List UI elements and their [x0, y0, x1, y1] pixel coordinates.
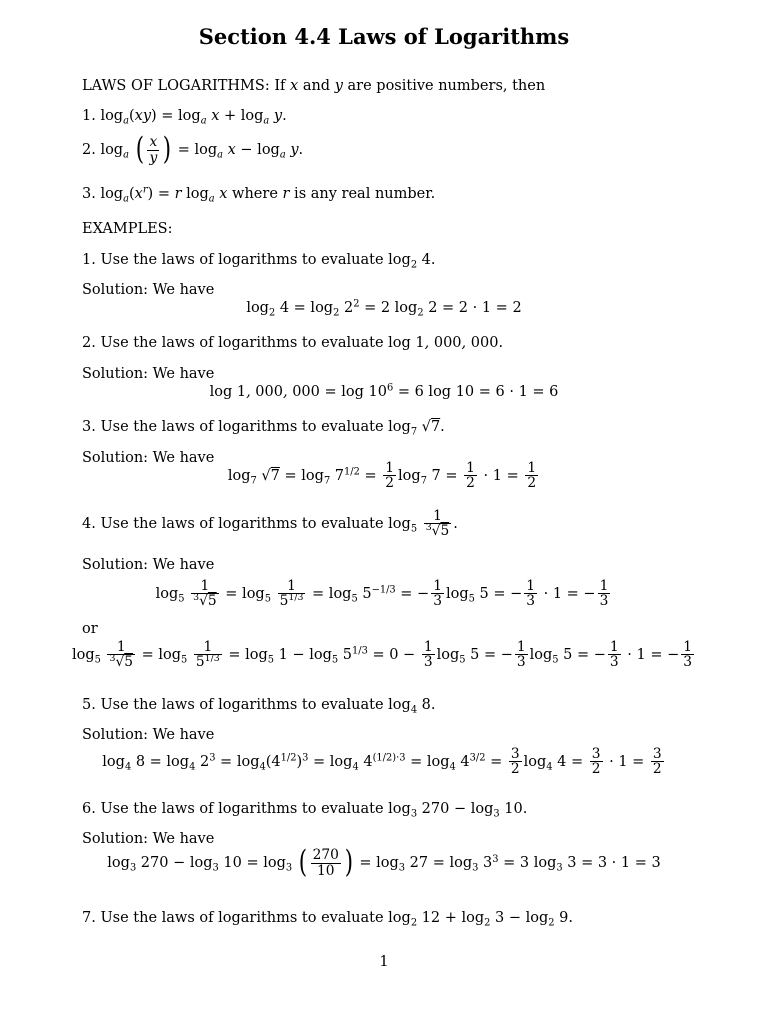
- law-1: 1. $\log_a(xy) = \log_a x + \log_a y$.: [82, 108, 287, 127]
- examples-heading: EXAMPLES:: [82, 221, 173, 237]
- law-2: 2. $\log_a$ ( $\frac{x}{y}$ ) = $\log_a x - \log_a y$.: [82, 132, 304, 167]
- example-2-solution-label: Solution: We have: [82, 366, 215, 382]
- or-label: or: [82, 621, 98, 637]
- law-3: 3. $\log_a(x^r) = r$ $\log_a x$ where r is any real number.: [82, 184, 436, 205]
- example-3-solution: $\log_7 √7 = \log_7 7^{1/2}$ = $\frac{1}{2}$ $\log_7 7$ = $\frac{1}{2}$ · 1 = $\frac{1}{2}$: [227, 460, 537, 492]
- example-2-prompt: 2. Use the laws of logarithms to evaluate log 1, 000, 000.: [82, 335, 504, 351]
- example-1-solution: $\log_2 4 = \log_2 2^2 = 2$ $\log_2 2 = 2 \cdot 1 = 2$: [246, 298, 522, 319]
- example-5-solution: $\log_4 8 = \log_4 2^3 = \log_4(4^{1/2})^3 = \log_4 4^{(1/2)\cdot 3} = \log_4 4^{3/2}$ = $\frac{3}{2}$ $\log_4 4$ = $\frac{3}{2}$ · 1 = $\frac{3}{2}$: [102, 746, 662, 778]
- example-5-prompt: 5. Use the laws of logarithms to evaluate $\log_4 8$.: [82, 697, 436, 716]
- example-6-solution-label: Solution: We have: [82, 831, 215, 847]
- example-4-prompt: 4. Use the laws of logarithms to evaluate $\log_5$ $\frac{1}{^3√5}$ .: [82, 508, 458, 540]
- laws-intro: LAWS OF LOGARITHMS: If x and y are positive numbers, then: [82, 78, 546, 94]
- example-4-alternative: $\log_5$ $\frac{1}{^3√5}$ = $\log_5$ $\frac{1}{5^{1/3}}$ = $\log_5 1 - \log_5 5^{1/3} = 0$ − $\frac{1}{3}$ $\log_5 5$ = − $\frac{1}{3}$ $\log_5 5$ = − $\frac{1}{3}$ · 1 = − $\frac{1}{3}$: [71, 639, 693, 671]
- example-4-solution-label: Solution: We have: [82, 557, 215, 573]
- example-4-solution: $\log_5$ $\frac{1}{^3√5}$ = $\log_5$ $\frac{1}{5^{1/3}}$ = $\log_5 5^{-1/3}$ = − $\frac{1}{3}$ $\log_5 5$ = − $\frac{1}{3}$ · 1 = − $\frac{1}{3}$: [155, 578, 609, 610]
- example-6-solution: $\log_3 270 - \log_3 10 = \log_3$ ( $\frac{270}{10}$ ) = $\log_3 27 = \log_3 3^3 = 3$ $\log_3 3 = 3 \cdot 1 = 3$: [107, 845, 661, 880]
- page-number: 1: [379, 954, 389, 970]
- example-2-solution: log 1, 000, $000 = \log 10^6 = 6$ log 10 = 6 · 1 = 6: [209, 382, 559, 400]
- page-title: Section 4.4 Laws of Logarithms: [198, 24, 570, 49]
- example-1-prompt: 1. Use the laws of logarithms to evaluate $\log_2 4$.: [82, 252, 436, 271]
- example-7-prompt: 7. Use the laws of logarithms to evaluate $\log_2 12 + \log_2 3 - \log_2 9$.: [82, 910, 573, 929]
- example-1-solution-label: Solution: We have: [82, 282, 215, 298]
- example-5-solution-label: Solution: We have: [82, 727, 215, 743]
- example-6-prompt: 6. Use the laws of logarithms to evaluate $\log_3 270 - \log_3 10$.: [82, 801, 528, 820]
- example-3-solution-label: Solution: We have: [82, 450, 215, 466]
- example-3-prompt: 3. Use the laws of logarithms to evaluate $\log_7 √7$.: [82, 419, 445, 438]
